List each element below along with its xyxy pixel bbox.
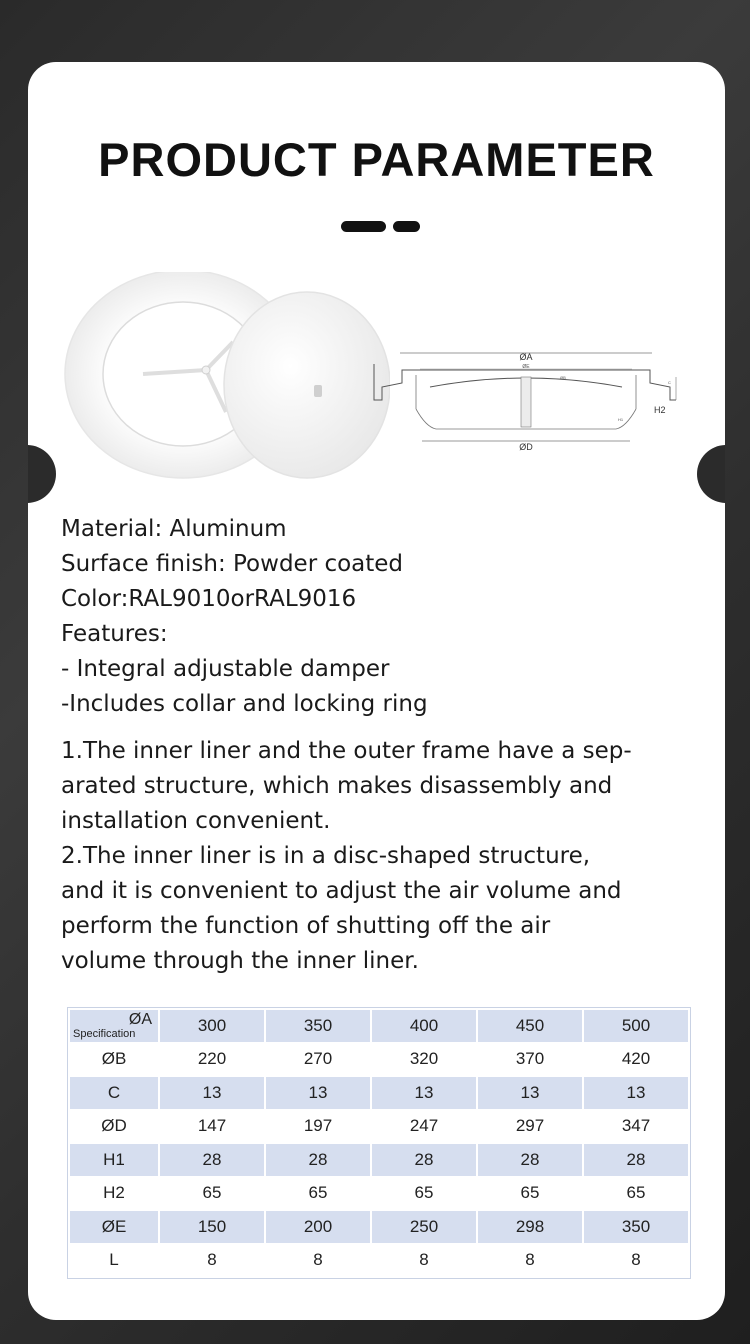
drawing-label-c: C — [668, 380, 671, 385]
table-cell: 28 — [371, 1143, 477, 1177]
table-cell: 200 — [265, 1210, 371, 1244]
table-cell: 147 — [159, 1110, 265, 1144]
row-label: ØD — [69, 1110, 159, 1144]
table-corner-cell — [69, 1009, 159, 1043]
drawing-label-od: ØD — [519, 442, 533, 452]
table-cell: 250 — [371, 1210, 477, 1244]
table-row — [69, 1143, 689, 1177]
table-cell: 350 — [583, 1210, 689, 1244]
table-cell: 65 — [265, 1177, 371, 1211]
table-cell: 197 — [265, 1110, 371, 1144]
spec-material: Material: Aluminum — [61, 516, 287, 542]
table-cell: 28 — [583, 1143, 689, 1177]
drawing-label-h2: H2 — [654, 405, 666, 415]
table-cell: 8 — [159, 1244, 265, 1278]
table-cell: 247 — [371, 1110, 477, 1144]
table-cell: 8 — [371, 1244, 477, 1278]
spec-feature-damper: - Integral adjustable damper — [61, 656, 390, 682]
description-line: and it is convenient to adjust the air volume and — [61, 878, 622, 904]
product-photo — [58, 272, 390, 494]
table-header-cell: 350 — [265, 1009, 371, 1043]
table-cell: 65 — [583, 1177, 689, 1211]
table-cell: 28 — [159, 1143, 265, 1177]
spec-features-heading: Features: — [61, 621, 168, 647]
table-cell: 13 — [159, 1076, 265, 1110]
description-line: installation convenient. — [61, 808, 331, 834]
row-label: H1 — [69, 1143, 159, 1177]
row-label: H2 — [69, 1177, 159, 1211]
row-label: ØE — [69, 1210, 159, 1244]
table-cell: 8 — [583, 1244, 689, 1278]
table-cell: 28 — [265, 1143, 371, 1177]
drawing-label-ob: ØB — [560, 375, 566, 380]
table-header-cell: 500 — [583, 1009, 689, 1043]
table-cell: 65 — [477, 1177, 583, 1211]
table-cell: 65 — [159, 1177, 265, 1211]
spec-feature-collar: -Includes collar and locking ring — [61, 691, 428, 717]
corner-oa-label: ØA — [128, 1011, 152, 1028]
title-underline-long — [341, 221, 386, 232]
description-line: 1.The inner liner and the outer frame have a sep- — [61, 738, 632, 764]
description — [61, 734, 701, 979]
table-cell: 13 — [371, 1076, 477, 1110]
card-notch-left — [28, 445, 56, 503]
description-line: arated structure, which makes disassembly and — [61, 773, 613, 799]
drawing-label-h1: H1 — [618, 417, 624, 422]
title-underline-short — [393, 221, 420, 232]
table-cell: 270 — [265, 1043, 371, 1077]
table-cell: 297 — [477, 1110, 583, 1144]
table-cell: 347 — [583, 1110, 689, 1144]
table-row — [69, 1110, 689, 1144]
table-cell: 320 — [371, 1043, 477, 1077]
technical-drawing — [370, 347, 688, 457]
description-line: perform the function of shutting off the air — [61, 913, 551, 939]
table-header-row — [69, 1009, 689, 1043]
drawing-label-oa: ØA — [519, 352, 533, 362]
table-row — [69, 1210, 689, 1244]
drawing-label-oe: ØE — [522, 364, 530, 370]
table-cell: 220 — [159, 1043, 265, 1077]
description-line: volume through the inner liner. — [61, 948, 419, 974]
spec-list — [61, 512, 701, 722]
table-cell: 8 — [265, 1244, 371, 1278]
parameter-table — [68, 1008, 690, 1278]
table-row — [69, 1244, 689, 1278]
table-row — [69, 1177, 689, 1211]
table-cell: 28 — [477, 1143, 583, 1177]
table-cell: 13 — [265, 1076, 371, 1110]
row-label: C — [69, 1076, 159, 1110]
table-cell: 8 — [477, 1244, 583, 1278]
table-cell: 65 — [371, 1177, 477, 1211]
parameter-card — [28, 62, 725, 1320]
row-label: L — [69, 1244, 159, 1278]
table-row — [69, 1043, 689, 1077]
table-cell: 13 — [477, 1076, 583, 1110]
table-cell: 420 — [583, 1043, 689, 1077]
table-cell: 370 — [477, 1043, 583, 1077]
card-notch-right — [697, 445, 725, 503]
corner-specification-label: Specification — [73, 1027, 136, 1040]
spec-surface-finish: Surface finish: Powder coated — [61, 551, 404, 577]
page-title: PRODUCT PARAMETER — [98, 133, 655, 186]
row-label: ØB — [69, 1043, 159, 1077]
spec-color: Color:RAL9010orRAL9016 — [61, 586, 357, 612]
table-row — [69, 1076, 689, 1110]
description-line: 2.The inner liner is in a disc-shaped structure, — [61, 843, 591, 869]
table-cell: 298 — [477, 1210, 583, 1244]
table-header-cell: 300 — [159, 1009, 265, 1043]
table-header-cell: 450 — [477, 1009, 583, 1043]
table-cell: 150 — [159, 1210, 265, 1244]
table-header-cell: 400 — [371, 1009, 477, 1043]
table-cell: 13 — [583, 1076, 689, 1110]
